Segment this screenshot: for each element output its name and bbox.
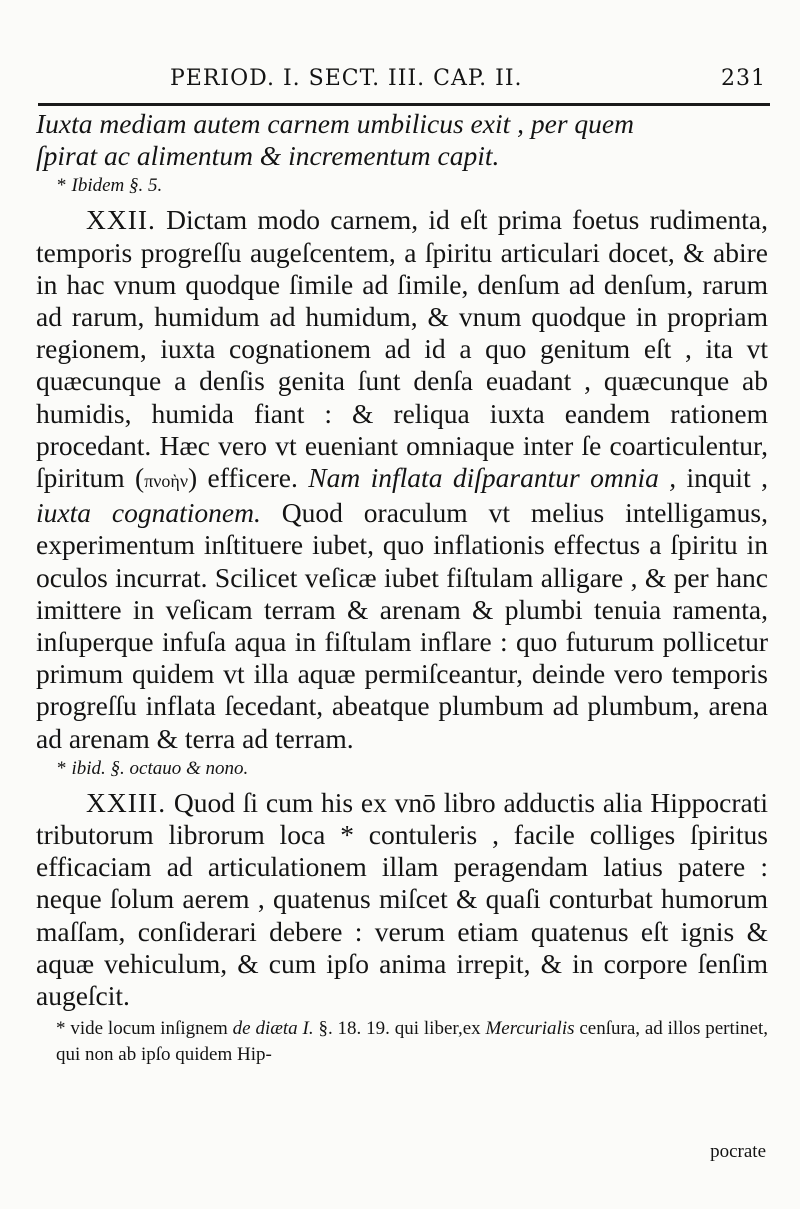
- footnote-text: §. 18. 19. qui liber,ex: [313, 1018, 486, 1040]
- footnote-text: cenſura, ad illos pertinet, qui non ab ipſo quidem Hip-: [56, 1018, 768, 1066]
- paragraph-text: Quod oraculum vt melius intelligamus, experimentum inſtituere iubet, quo inflationis effectus a ſpiritu in oculos incurrat. Scilicet veſicæ iubet fiſtulam alligare , & per hanc imittere in veſicam terram & arenam & plumbi tenuia ramenta, inſuperque infuſa aqua in fiſtulam inflare : quo futurum pollicetur primum quidem vt illa aquæ permiſceantur, deinde vero temporis progreſſu inflata ſecedant, abeatque plumbum ad plumbum, arena ad arenam & terra ad terram.: [36, 497, 768, 754]
- greek-word: πνοὴν: [144, 471, 188, 492]
- paragraph-text: ) efficere.: [187, 462, 309, 494]
- note-ibidem: [56, 174, 768, 198]
- paragraph-xxii: [36, 204, 768, 754]
- intro-line-1: Iuxta mediam autem carnem umbilicus exit , per quem: [36, 108, 634, 139]
- note-text: Ibidem §. 5.: [71, 175, 163, 197]
- note-star: *: [56, 175, 66, 197]
- page-number: 231: [721, 66, 766, 91]
- paragraph-text: Dictam modo carnem, id eſt prima foetus rudimenta, temporis progreſſu augeſcentem, a ſpiritu articulari docet, & abire in hac vnum quodque ſimile ad ſimile, denſum ad denſum, rarum ad rarum, humidum ad humidum, & vnum quodque in propriam regionem, iuxta cognationem ad id a quo genitum eſt , ita vt quæcunque a denſis genita ſunt denſa euadant , quæcunque ab humidis, humida fiant : & reliqua iuxta eandem rationem procedant. Hæc vero vt eueniant omniaque inter ſe coarticulentur, ſpiritum (: [36, 204, 768, 494]
- paragraph-number: XXIII.: [86, 786, 167, 818]
- catchword: pocrate: [710, 1141, 766, 1162]
- running-title: PERIOD. I. SECT. III. CAP. II.: [170, 66, 523, 91]
- intro-line-2: ſpirat ac alimentum & incrementum capit.: [36, 140, 500, 172]
- paragraph-text: inquit ,: [676, 462, 768, 494]
- page-body: [36, 108, 768, 1068]
- note-ibid: [56, 757, 768, 781]
- footnote-star: *: [56, 1018, 66, 1040]
- footnote-italic: de diæta I.: [232, 1018, 314, 1040]
- note-star: *: [56, 757, 66, 779]
- footnote: [56, 1016, 768, 1068]
- footnote-text: vide locum inſignem: [70, 1018, 233, 1040]
- paragraph-number: XXII.: [86, 204, 156, 236]
- italic-quote: iuxta cognationem.: [36, 497, 261, 529]
- page-header: [170, 66, 766, 91]
- footnote-italic: Mercurialis: [485, 1018, 575, 1040]
- note-text: ibid. §. octauo & nono.: [71, 757, 249, 779]
- paragraph-xxiii: [36, 787, 768, 1012]
- italic-quote: Nam inflata diſparantur omnia ,: [308, 462, 677, 494]
- paragraph-text: Quod ſi cum his ex vnō libro adductis alia Hippocrati tributorum librorum loca * contuleris , facile colliges ſpiritus efficaciam ad articulationem illam peragendam latius patere : neque ſolum aerem , quatenus miſcet & quaſi conturbat humorum maſſam, conſiderari debere : verum etiam quatenus eſt ignis & aquæ vehiculum, & cum ipſo anima irrepit, & in corpore ſenſim augeſcit.: [36, 786, 768, 1012]
- header-rule: [38, 103, 770, 106]
